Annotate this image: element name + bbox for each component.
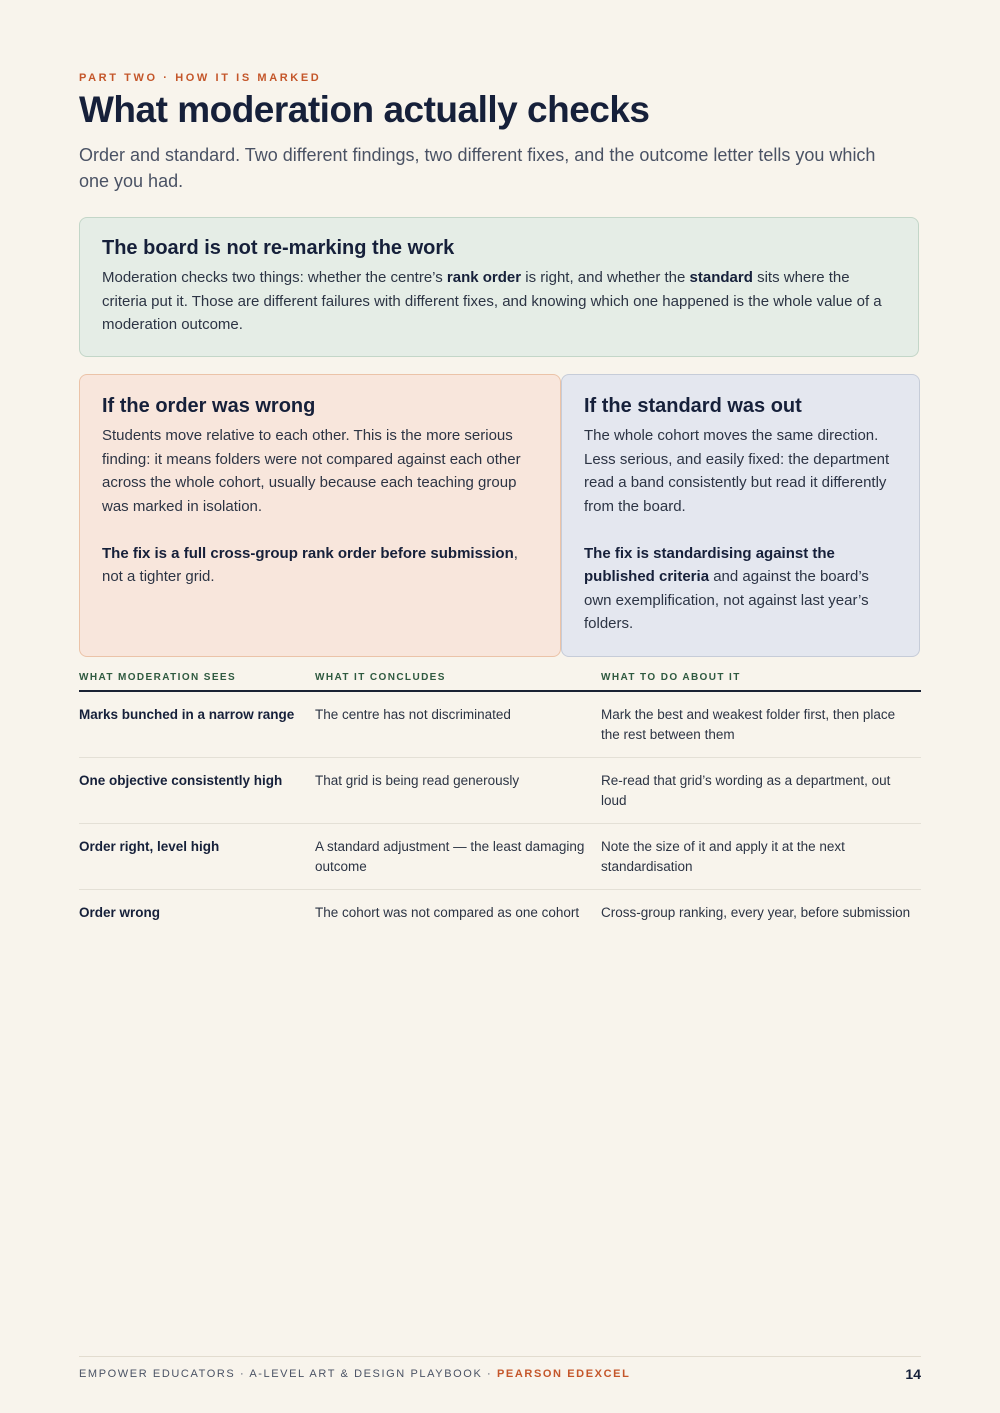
- table-cell: Re-read that grid’s wording as a department, out loud: [601, 758, 921, 824]
- table-cell: That grid is being read generously: [315, 758, 601, 824]
- table-row: [79, 691, 921, 758]
- table-cell: Cross-group ranking, every year, before submission: [601, 905, 911, 920]
- card-fix-bold: The fix is a full cross-group rank order before submission: [102, 544, 514, 562]
- card-fix-rest: , not a tighter grid.: [102, 544, 518, 585]
- callout-text-part: sits where the criteria put it. Those are different failures with different fixes, and knowing which one happened is the whole value of a moderation outcome.: [102, 269, 882, 333]
- footer-brand: PEARSON EDEXCEL: [496, 1368, 631, 1380]
- page-footer: [79, 1356, 921, 1382]
- callout-bold-standard: standard: [689, 269, 753, 286]
- table-cell: The centre has not discriminated: [315, 691, 601, 758]
- card-body: Students move relative to each other. This is the more serious finding: it means folders were not compared against each other across the whole cohort, usually because each teaching group was marked in isolation.: [102, 427, 521, 515]
- callout-title: The board is not re-marking the work: [102, 237, 455, 259]
- table-row: [79, 824, 921, 890]
- table-header: WHAT MODERATION SEES: [79, 668, 315, 691]
- section-eyebrow: PART TWO · HOW IT IS MARKED: [79, 72, 322, 84]
- page-number: 14: [905, 1366, 921, 1382]
- table-cell: Marks bunched in a narrow range: [79, 691, 315, 758]
- table-header: WHAT TO DO ABOUT IT: [601, 668, 921, 691]
- table-cell: Mark the best and weakest folder first, then place the rest between them: [601, 691, 921, 758]
- callout-box: [79, 217, 919, 357]
- table-cell: Note the size of it and apply it at the next standardisation: [601, 824, 921, 890]
- card-title: If the standard was out: [584, 395, 802, 417]
- table-row: [79, 758, 921, 824]
- card-title: If the order was wrong: [102, 395, 316, 417]
- callout-text-part: is right, and whether the: [521, 269, 690, 286]
- card-fix-rest: and against the board’s own exemplification, not against last year’s folders.: [584, 568, 869, 632]
- table-cell: A standard adjustment — the least damaging outcome: [315, 824, 601, 890]
- callout-text: [102, 266, 896, 337]
- callout-bold-rank-order: rank order: [446, 269, 522, 286]
- footer-series: EMPOWER EDUCATORS · A-LEVEL ART & DESIGN PLAYBOOK ·: [79, 1368, 497, 1380]
- table-header: WHAT IT CONCLUDES: [315, 668, 601, 691]
- table-cell: One objective consistently high: [79, 758, 315, 824]
- card-body: The whole cohort moves the same direction. Less serious, and easily fixed: the department read a band consistently but read it differently from the board.: [584, 427, 890, 515]
- page-lede: Order and standard. Two different findings, two different fixes, and the outcome letter tells you which one you had.: [79, 145, 876, 191]
- card-fix: [102, 542, 538, 589]
- callout-text-part: Moderation checks two things: whether the centre’s: [102, 269, 447, 286]
- table-cell: The cohort was not compared as one cohort: [315, 905, 580, 920]
- table-cell: Order right, level high: [79, 824, 315, 890]
- card-fix: [584, 542, 897, 636]
- table-row: [79, 890, 921, 936]
- moderation-table: [79, 668, 921, 935]
- page-title: What moderation actually checks: [79, 89, 650, 130]
- table-header-row: [79, 668, 921, 691]
- card-standard-out: [561, 374, 920, 657]
- footer-credit: [79, 1368, 630, 1380]
- card-fix-bold: The fix is standardising against the published criteria: [584, 544, 835, 585]
- table-cell: Order wrong: [79, 905, 161, 920]
- card-order-wrong: [79, 374, 561, 657]
